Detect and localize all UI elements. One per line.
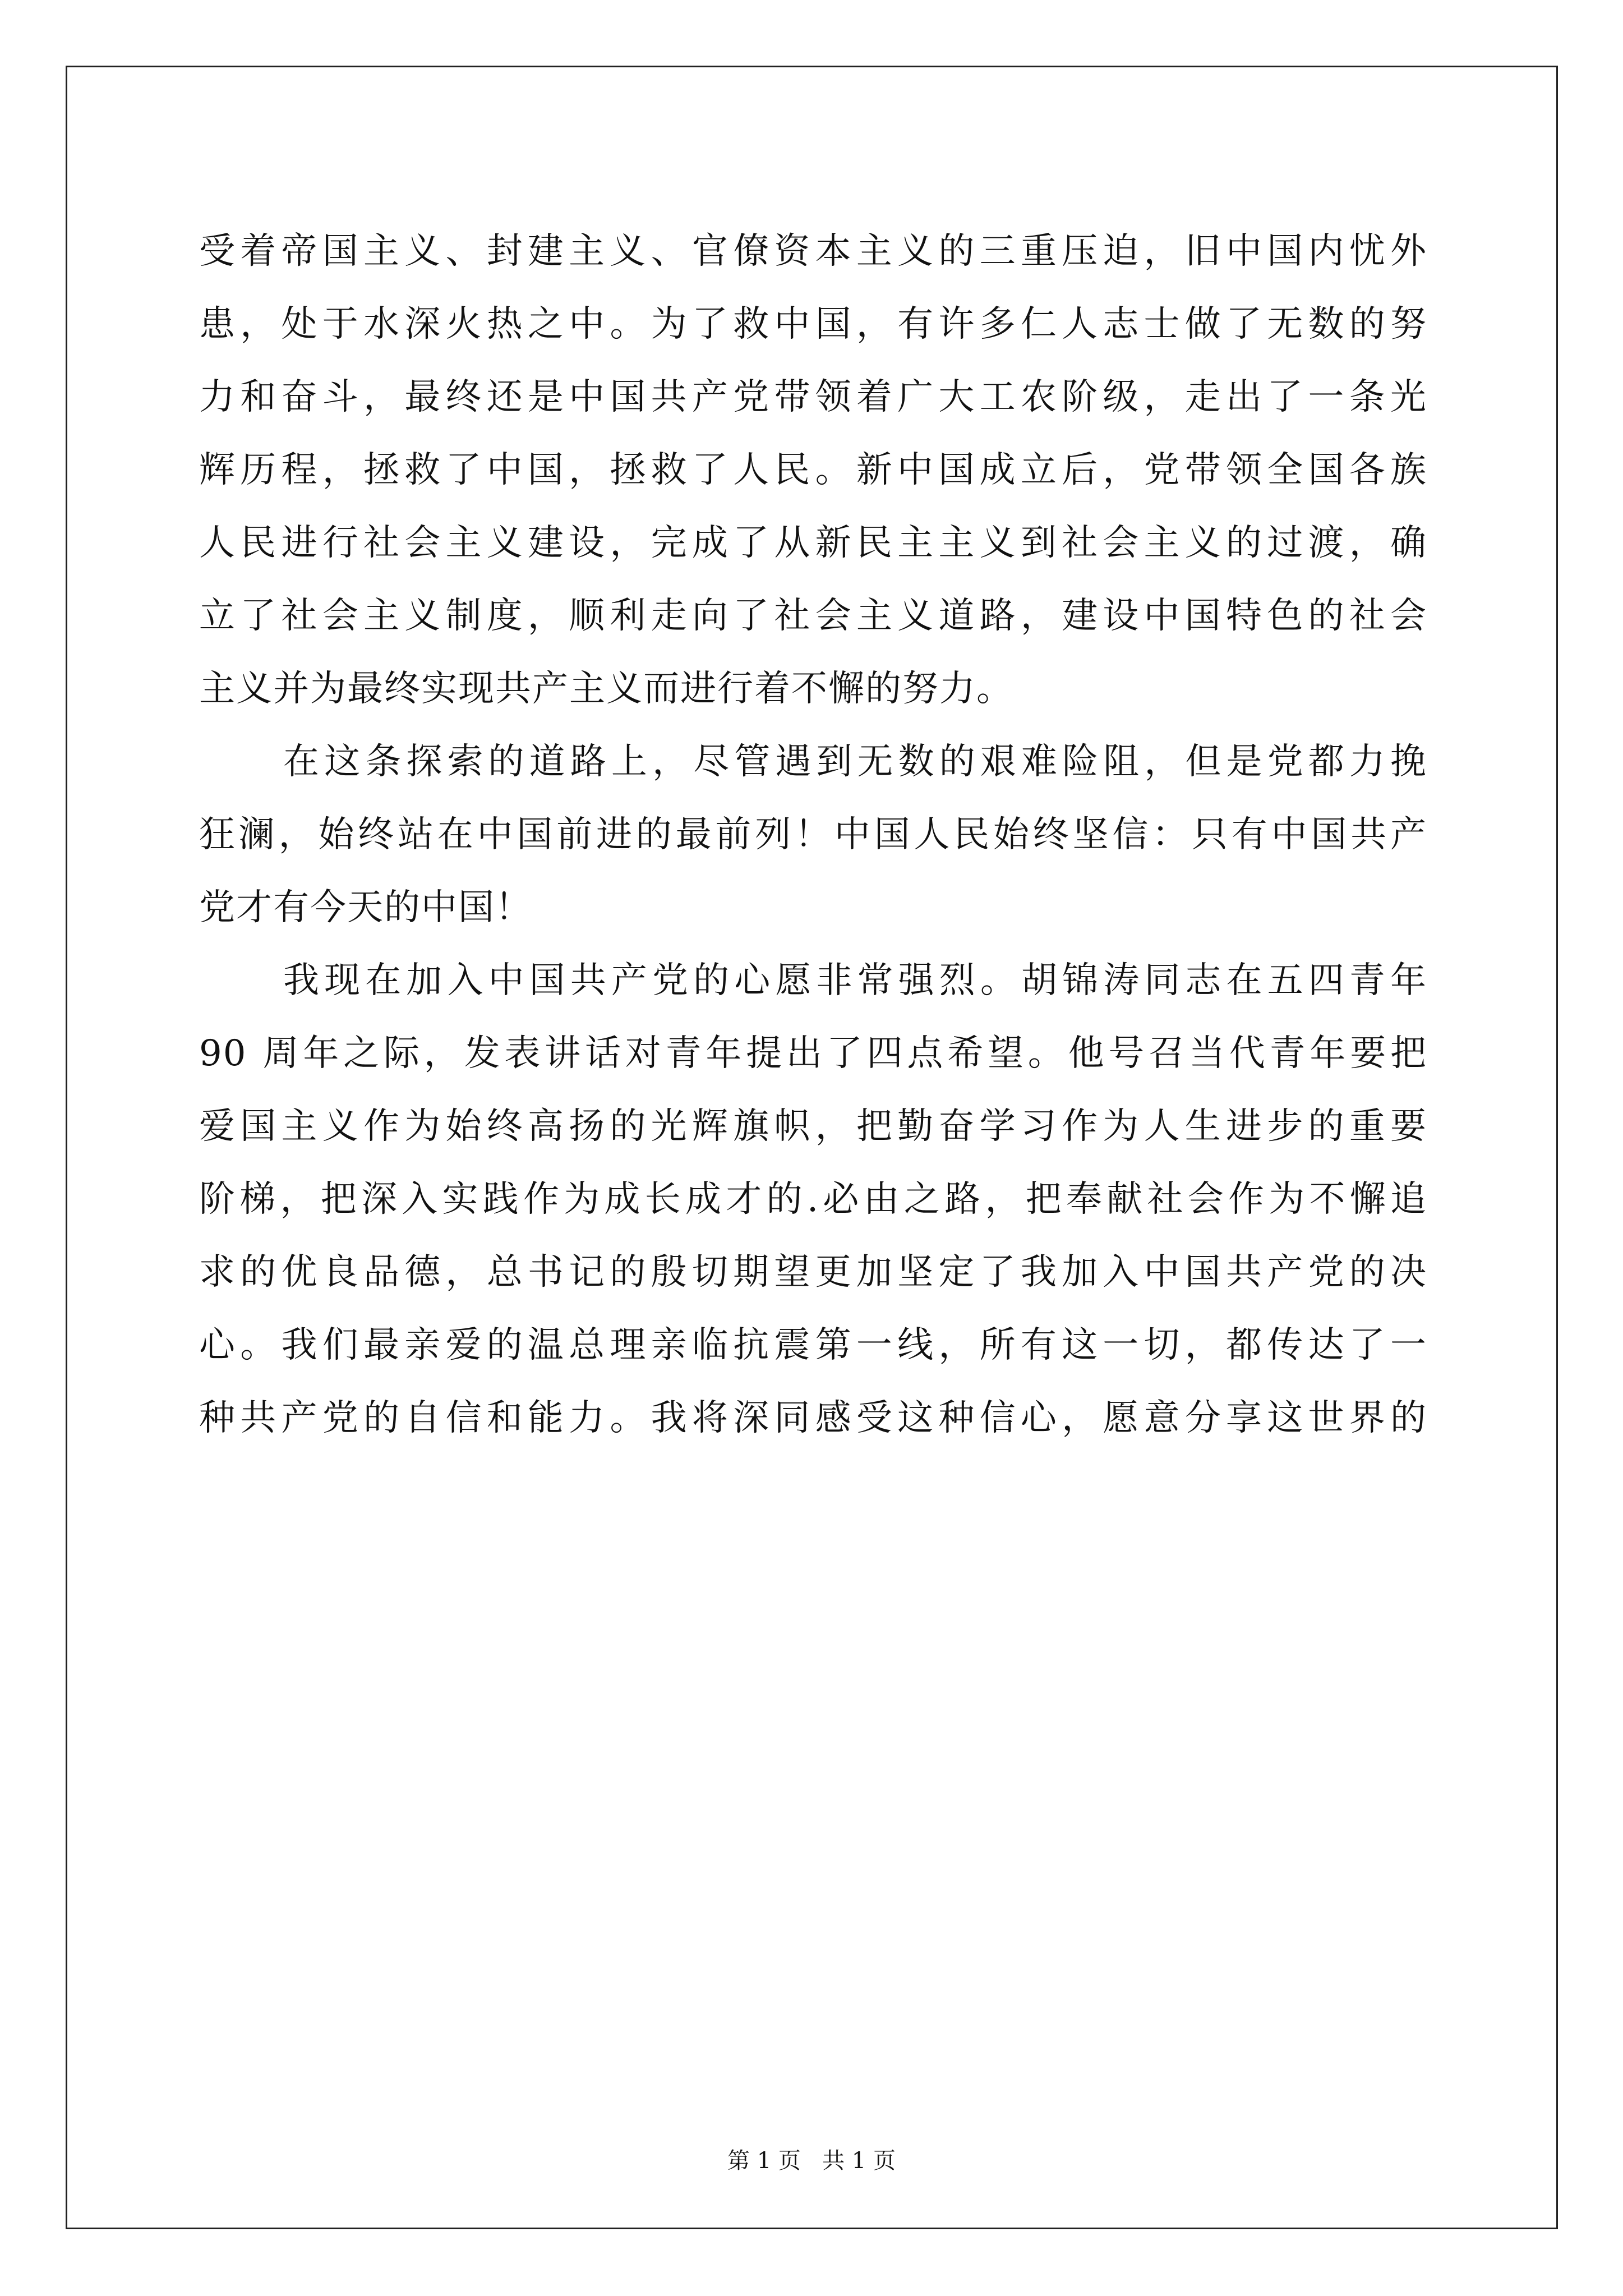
text-line: 爱国主义作为始终高扬的光辉旗帜，把勤奋学习作为人生进步的重要 [199, 1106, 1427, 1147]
page-number: 第 1 页 共 1 页 [727, 2148, 896, 2174]
text-line: 求的优良品德，总书记的殷切期望更加坚定了我加入中国共产党的决 [199, 1251, 1427, 1293]
text-line: 狂澜，始终站在中国前进的最前列！中国人民始终坚信：只有中国共产 [199, 814, 1427, 855]
text-line: 90 周年之际，发表讲话对青年提出了四点希望。他号召当代青年要把 [199, 1033, 1427, 1074]
text-line: 种共产党的自信和能力。我将深同感受这种信心，愿意分享这世界的 [199, 1397, 1427, 1439]
paragraph-first-line: 在这条探索的道路上，尽管遇到无数的艰难险阻，但是党都力挽 [283, 741, 1427, 783]
text-line: 主义并为最终实现共产主义而进行着不懈的努力。 [199, 668, 1013, 710]
text-line: 辉历程，拯救了中国，拯救了人民。新中国成立后，党带领全国各族 [199, 449, 1427, 491]
text-line: 患，处于水深火热之中。为了救中国，有许多仁人志士做了无数的努 [199, 303, 1427, 345]
text-line: 受着帝国主义、封建主义、官僚资本主义的三重压迫，旧中国内忧外 [199, 231, 1427, 272]
text-line: 阶梯，把深入实践作为成长成才的.必由之路，把奉献社会作为不懈追 [199, 1179, 1427, 1220]
text-line: 立了社会主义制度，顺利走向了社会主义道路，建设中国特色的社会 [199, 595, 1427, 637]
text-line: 人民进行社会主义建设，完成了从新民主主义到社会主义的过渡，确 [199, 522, 1427, 564]
text-line: 心。我们最亲爱的温总理亲临抗震第一线，所有这一切，都传达了一 [199, 1324, 1427, 1366]
text-line: 力和奋斗，最终还是中国共产党带领着广大工农阶级，走出了一条光 [199, 376, 1427, 418]
paragraph-first-line: 我现在加入中国共产党的心愿非常强烈。胡锦涛同志在五四青年 [283, 960, 1427, 1001]
text-line: 党才有今天的中国！ [199, 887, 532, 928]
